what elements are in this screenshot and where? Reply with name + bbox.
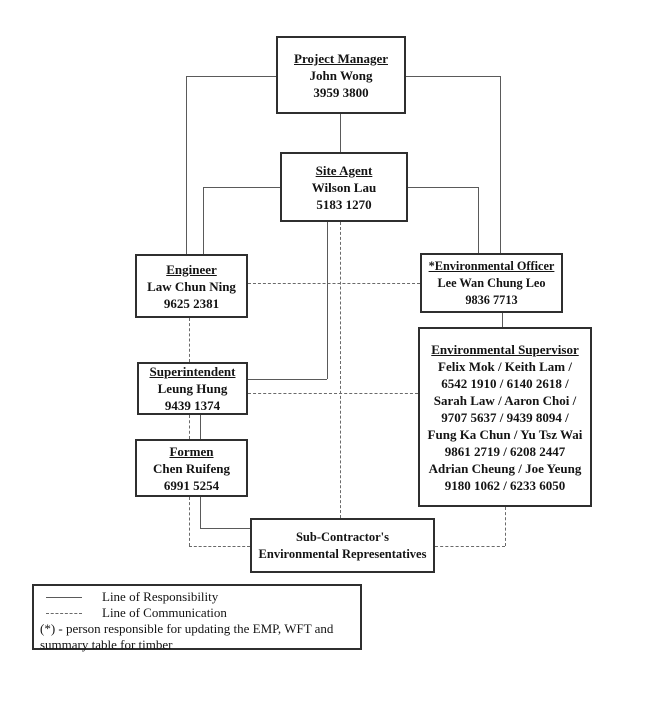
project-manager-title: Project Manager: [294, 50, 388, 66]
dashed-site-agent-to-subcontractor: [340, 222, 341, 518]
box-formen: [135, 439, 248, 497]
box-engineer: [135, 254, 248, 318]
environmental-supervisor-line: 9707 5637 / 9439 8094 /: [441, 409, 569, 425]
legend-note: (*) - person responsible for updating the EMP, WFT and summary table for timber: [40, 621, 334, 652]
dashed-line-swatch: [46, 613, 82, 614]
environmental-supervisor-line: Fung Ka Chun / Yu Tsz Wai: [427, 426, 583, 442]
environmental-supervisor-line: 9180 1062 / 6233 6050: [444, 477, 566, 493]
formen-phone: 6991 5254: [163, 477, 220, 493]
line-pm-right-horizontal: [406, 76, 500, 77]
box-site-agent: [280, 152, 408, 222]
sub-contractor-line1: Sub-Contractor's: [295, 529, 390, 544]
box-environmental-supervisor: [418, 327, 592, 507]
environmental-supervisor-line: 6542 1910 / 6140 2618 /: [441, 375, 569, 391]
formen-title: Formen: [169, 443, 214, 459]
dashed-engineer-to-superintendent: [189, 318, 190, 362]
superintendent-title: Superintendent: [149, 364, 236, 379]
line-pm-to-environmental-officer-vertical: [500, 76, 501, 253]
line-site-agent-left-horizontal: [203, 187, 280, 188]
engineer-name: Law Chun Ning: [147, 278, 236, 294]
line-formen-to-subcontractor-horizontal: [200, 528, 250, 529]
line-pm-to-site-agent: [340, 114, 341, 152]
superintendent-phone: 9439 1374: [164, 398, 221, 413]
line-site-agent-to-environmental-officer-vertical: [478, 187, 479, 253]
line-site-agent-to-superintendent-vertical: [327, 222, 328, 379]
project-manager-name: John Wong: [309, 67, 373, 83]
line-superintendent-to-formen: [200, 415, 201, 439]
dashed-supervisor-to-subcontractor-vertical: [505, 507, 506, 546]
environmental-supervisor-line: 9861 2719 / 6208 2447: [444, 443, 566, 459]
line-site-agent-to-engineer-vertical: [203, 187, 204, 254]
box-project-manager: [276, 36, 406, 114]
dashed-engineer-to-environmental-officer: [248, 283, 420, 284]
box-sub-contractor: [250, 518, 435, 573]
line-site-agent-to-superintendent-horizontal: [248, 379, 327, 380]
engineer-title: Engineer: [166, 261, 217, 277]
environmental-supervisor-line: Adrian Cheung / Joe Yeung: [428, 460, 582, 476]
sub-contractor-line2: Environmental Representatives: [258, 546, 427, 561]
dashed-formen-to-subcontractor-vertical: [189, 497, 190, 546]
line-site-agent-right-horizontal: [408, 187, 478, 188]
line-pm-to-engineer-vertical: [186, 76, 187, 254]
dashed-superintendent-to-supervisor: [248, 393, 418, 394]
solid-line-swatch: [46, 597, 82, 598]
superintendent-name: Leung Hung: [157, 381, 228, 396]
legend-communication-label: Line of Communication: [102, 605, 227, 620]
legend-box: [32, 584, 362, 650]
legend-communication-row: [38, 605, 356, 621]
dashed-formen-to-subcontractor-horizontal: [189, 546, 250, 547]
site-agent-name: Wilson Lau: [311, 179, 377, 195]
legend-responsibility-row: [38, 589, 356, 605]
environmental-supervisor-line: Sarah Law / Aaron Choi /: [433, 392, 577, 408]
engineer-phone: 9625 2381: [163, 295, 220, 311]
site-agent-phone: 5183 1270: [316, 196, 372, 212]
environmental-supervisor-title: Environmental Supervisor: [431, 341, 579, 357]
dashed-supervisor-to-subcontractor-horizontal: [435, 546, 505, 547]
dashed-superintendent-to-formen: [189, 415, 190, 439]
box-superintendent: [137, 362, 248, 415]
environmental-officer-name: Lee Wan Chung Leo: [437, 275, 546, 290]
environmental-supervisor-line: Felix Mok / Keith Lam /: [438, 358, 572, 374]
environmental-officer-phone: 9836 7713: [465, 292, 518, 307]
environmental-officer-title: *Environmental Officer: [428, 258, 555, 273]
line-formen-to-subcontractor-vertical: [200, 497, 201, 528]
project-manager-phone: 3959 3800: [313, 84, 369, 100]
line-pm-left-horizontal: [186, 76, 276, 77]
site-agent-title: Site Agent: [315, 162, 373, 178]
line-environmental-officer-to-supervisor: [502, 313, 503, 327]
formen-name: Chen Ruifeng: [153, 460, 230, 476]
box-environmental-officer: [420, 253, 563, 313]
legend-responsibility-label: Line of Responsibility: [102, 589, 219, 604]
